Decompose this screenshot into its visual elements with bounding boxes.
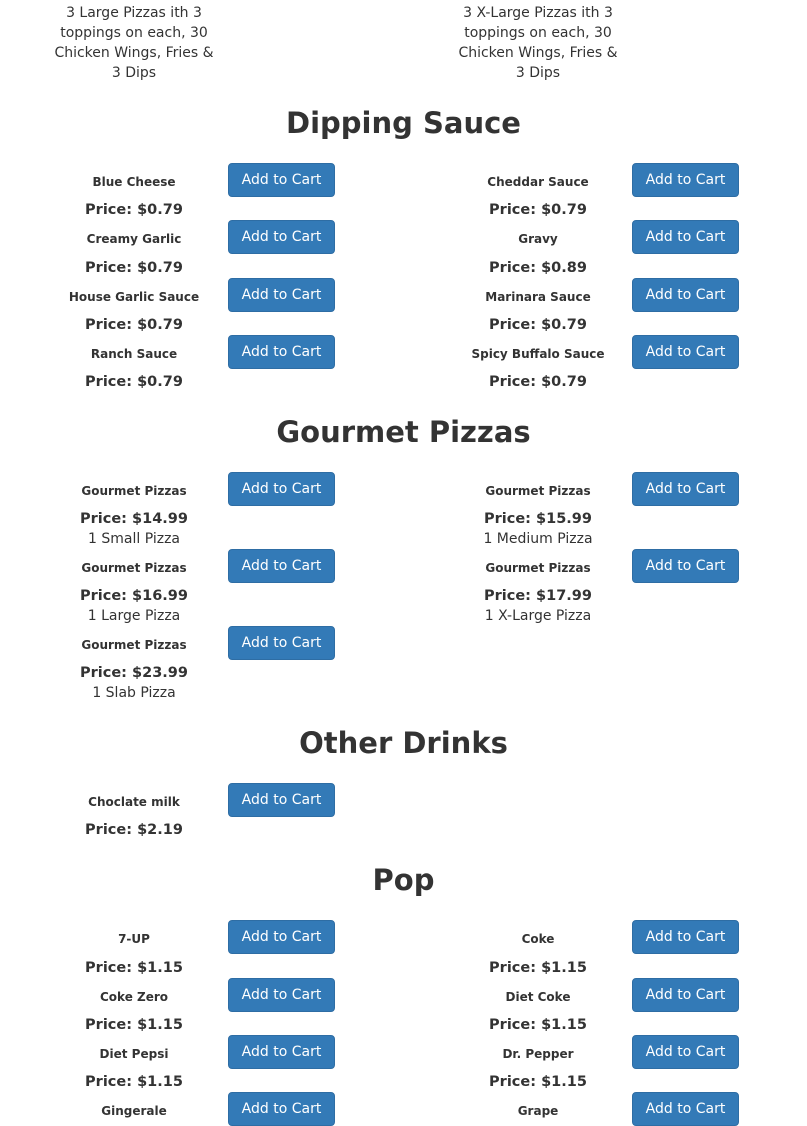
add-to-cart-button[interactable]: Add to Cart [632, 1092, 739, 1126]
item-name: Gourmet Pizzas [485, 484, 591, 498]
item-name: Ranch Sauce [90, 347, 178, 361]
add-to-cart-button[interactable]: Add to Cart [228, 1035, 335, 1069]
menu-item [58, 335, 388, 395]
item-name: Dr. Pepper [502, 1047, 574, 1061]
menu-item [462, 163, 792, 223]
item-description: 1 Large Pizza [87, 608, 181, 624]
add-to-cart-button[interactable]: Add to Cart [632, 978, 739, 1012]
menu-item [462, 920, 792, 980]
add-to-cart-button[interactable]: Add to Cart [228, 920, 335, 954]
item-price: Price: $2.19 [85, 822, 183, 838]
item-name: Coke [521, 932, 555, 946]
add-to-cart-button[interactable]: Add to Cart [632, 163, 739, 197]
menu-item [58, 1092, 388, 1121]
item-price: Price: $15.99 [484, 511, 592, 527]
add-to-cart-button[interactable]: Add to Cart [632, 335, 739, 369]
item-name: Choclate milk [88, 795, 180, 809]
add-to-cart-button[interactable]: Add to Cart [228, 278, 335, 312]
menu-item [58, 783, 388, 843]
item-price: Price: $23.99 [80, 665, 188, 681]
item-price: Price: $17.99 [484, 588, 592, 604]
section-title-pop: Pop [372, 863, 435, 897]
item-name: Gourmet Pizzas [81, 484, 187, 498]
menu-item [462, 978, 792, 1038]
item-name: Gravy [518, 232, 558, 246]
add-to-cart-button[interactable]: Add to Cart [228, 472, 335, 506]
item-price: Price: $1.15 [489, 960, 587, 976]
item-name: Blue Cheese [92, 175, 176, 189]
menu-item [58, 472, 388, 547]
add-to-cart-button[interactable]: Add to Cart [228, 220, 335, 254]
menu-item [58, 163, 388, 223]
item-price: Price: $0.79 [489, 374, 587, 390]
add-to-cart-button[interactable]: Add to Cart [228, 163, 335, 197]
combo-description: 3 Large Pizzas ith 3 toppings on each, 30 Chicken Wings, Fries & 3 Dips [54, 5, 214, 81]
add-to-cart-button[interactable]: Add to Cart [632, 920, 739, 954]
menu-item [462, 1092, 792, 1121]
item-name: Cheddar Sauce [487, 175, 589, 189]
add-to-cart-button[interactable]: Add to Cart [632, 472, 739, 506]
item-price: Price: $1.15 [85, 1074, 183, 1090]
item-name: Gingerale [101, 1104, 167, 1118]
menu-item [58, 549, 388, 624]
add-to-cart-button[interactable]: Add to Cart [632, 549, 739, 583]
item-name: House Garlic Sauce [68, 290, 200, 304]
menu-item [58, 978, 388, 1038]
item-price: Price: $0.79 [85, 317, 183, 333]
item-price: Price: $14.99 [80, 511, 188, 527]
section-title-other-drinks: Other Drinks [299, 726, 508, 760]
menu-item [58, 1035, 388, 1095]
add-to-cart-button[interactable]: Add to Cart [228, 549, 335, 583]
item-price: Price: $0.79 [85, 374, 183, 390]
item-name: Coke Zero [99, 990, 169, 1004]
combo-description: 3 X-Large Pizzas ith 3 toppings on each, 30 Chicken Wings, Fries & 3 Dips [458, 5, 618, 81]
item-name: Creamy Garlic [86, 232, 182, 246]
menu-item [58, 278, 388, 338]
item-price: Price: $0.79 [85, 260, 183, 276]
item-description: 1 Medium Pizza [483, 531, 593, 547]
item-price: Price: $16.99 [80, 588, 188, 604]
item-name: Marinara Sauce [485, 290, 591, 304]
item-name: Gourmet Pizzas [81, 638, 187, 652]
add-to-cart-button[interactable]: Add to Cart [228, 1092, 335, 1126]
add-to-cart-button[interactable]: Add to Cart [632, 1035, 739, 1069]
item-description: 1 Slab Pizza [92, 685, 176, 701]
menu-item [462, 220, 792, 280]
item-price: Price: $0.79 [489, 202, 587, 218]
item-price: Price: $1.15 [85, 1017, 183, 1033]
item-name: Gourmet Pizzas [485, 561, 591, 575]
add-to-cart-button[interactable]: Add to Cart [228, 626, 335, 660]
menu-item [462, 278, 792, 338]
menu-item [58, 920, 388, 980]
add-to-cart-button[interactable]: Add to Cart [632, 220, 739, 254]
item-price: Price: $1.15 [489, 1074, 587, 1090]
menu-item [462, 1035, 792, 1095]
add-to-cart-button[interactable]: Add to Cart [228, 335, 335, 369]
section-title-gourmet-pizzas: Gourmet Pizzas [276, 415, 531, 449]
item-price: Price: $1.15 [489, 1017, 587, 1033]
menu-item [58, 626, 388, 701]
item-name: Spicy Buffalo Sauce [471, 347, 605, 361]
menu-item [462, 472, 792, 547]
add-to-cart-button[interactable]: Add to Cart [228, 978, 335, 1012]
item-price: Price: $1.15 [85, 960, 183, 976]
item-name: Diet Coke [505, 990, 571, 1004]
menu-item [462, 549, 792, 624]
item-price: Price: $0.79 [85, 202, 183, 218]
item-price: Price: $0.89 [489, 260, 587, 276]
menu-item [462, 335, 792, 395]
item-price: Price: $0.79 [489, 317, 587, 333]
item-name: Grape [517, 1104, 559, 1118]
item-name: Gourmet Pizzas [81, 561, 187, 575]
item-description: 1 X-Large Pizza [484, 608, 592, 624]
item-name: Diet Pepsi [99, 1047, 169, 1061]
item-name: 7-UP [118, 932, 150, 946]
item-description: 1 Small Pizza [88, 531, 180, 547]
add-to-cart-button[interactable]: Add to Cart [632, 278, 739, 312]
add-to-cart-button[interactable]: Add to Cart [228, 783, 335, 817]
menu-item [58, 220, 388, 280]
section-title-dipping-sauce: Dipping Sauce [286, 106, 521, 140]
